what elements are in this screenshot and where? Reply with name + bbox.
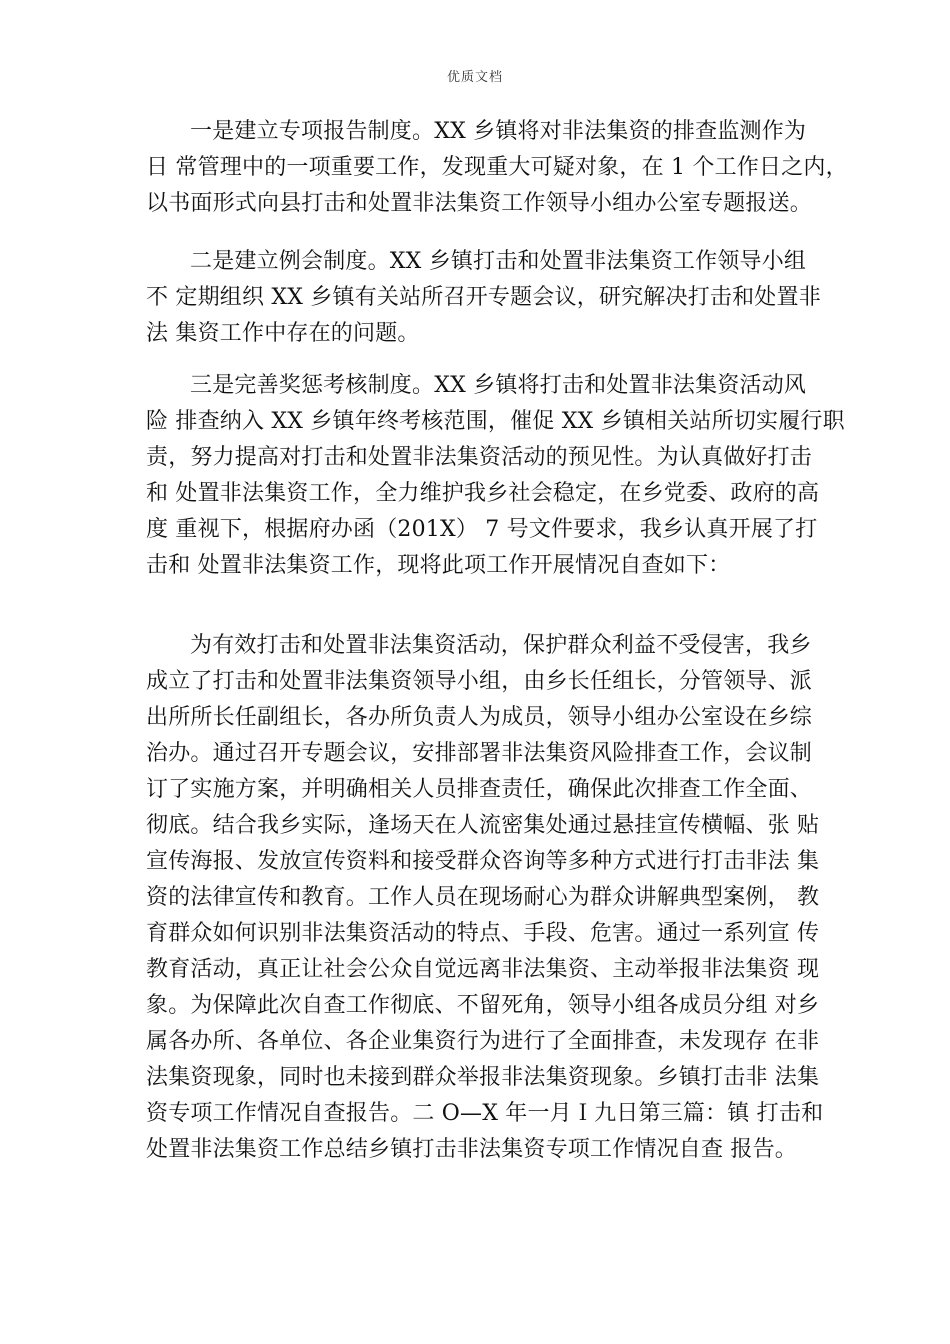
paragraph-line: 以书面形式向县打击和处置非法集资工作领导小组办公室专题报送。: [146, 191, 813, 216]
paragraph-line: 度 重视下，根据府办函（201X） 7 号文件要求，我乡认真开展了打: [146, 517, 818, 542]
paragraph-line: 宣传海报、发放宣传资料和接受群众咨询等多种方式进行打击非法 集: [146, 849, 820, 874]
paragraph-line: 出所所长任副组长，各办所负责人为成员，领导小组办公室设在乡综: [146, 705, 813, 730]
paragraph-line: 一是建立专项报告制度。XX 乡镇将对非法集资的排查监测作为: [190, 119, 807, 144]
paragraph-line: 资的法律宣传和教育。工作人员在现场耐心为群众讲解典型案例， 教: [146, 885, 820, 910]
paragraph-line: 象。为保障此次自查工作彻底、不留死角，领导小组各成员分组 对乡: [146, 993, 820, 1018]
paragraph-special-report-system: [146, 114, 848, 222]
paragraph-line: 成立了打击和处置非法集资领导小组，由乡长任组长，分管领导、派: [146, 669, 813, 694]
paragraph-line: 责，努力提高对打击和处置非法集资活动的预见性。为认真做好打击: [146, 445, 813, 470]
page-header: 优质文档: [446, 70, 503, 85]
paragraph-line: 订了实施方案，并明确相关人员排查责任，确保此次排查工作全面、: [146, 777, 813, 802]
paragraph-line: 三是完善奖惩考核制度。XX 乡镇将打击和处置非法集资活动风: [190, 373, 807, 398]
paragraph-line: 险 排查纳入 XX 乡镇年终考核范围，催促 XX 乡镇相关站所切实履行职: [146, 409, 845, 434]
paragraph-line: 击和 处置非法集资工作，现将此项工作开展情况自查如下：: [146, 553, 731, 578]
paragraph-line: 治办。通过召开专题会议，安排部署非法集资风险排查工作，会议制: [146, 741, 813, 766]
paragraph-self-inspection: [146, 628, 824, 1168]
paragraph-line: 法 集资工作中存在的问题。: [146, 321, 420, 346]
paragraph-line: 资专项工作情况自查报告。二 O—X 年一月Ｉ九日第三篇：镇 打击和: [146, 1101, 824, 1126]
paragraph-line: 育群众如何识别非法集资活动的特点、手段、危害。通过一系列宣 传: [146, 921, 820, 946]
paragraph-assessment-system: [146, 368, 845, 584]
paragraph-meeting-system: [146, 244, 821, 352]
paragraph-line: 为有效打击和处置非法集资活动，保护群众利益不受侵害，我乡: [190, 633, 812, 658]
paragraph-line: 法集资现象，同时也未接到群众举报非法集资现象。乡镇打击非 法集: [146, 1065, 820, 1090]
paragraph-line: 彻底。结合我乡实际，逢场天在人流密集处通过悬挂宣传横幅、张 贴: [146, 813, 820, 838]
paragraph-line: 日 常管理中的一项重要工作，发现重大可疑对象，在 1 个工作日之内，: [146, 155, 848, 180]
paragraph-line: 处置非法集资工作总结乡镇打击非法集资专项工作情况自查 报告。: [146, 1137, 797, 1162]
paragraph-line: 教育活动，真正让社会公众自觉远离非法集资、主动举报非法集资 现: [146, 957, 820, 982]
paragraph-line: 二是建立例会制度。XX 乡镇打击和处置非法集资工作领导小组: [190, 249, 807, 274]
paragraph-line: 和 处置非法集资工作，全力维护我乡社会稳定，在乡党委、政府的高: [146, 481, 820, 506]
paragraph-line: 属各办所、各单位、各企业集资行为进行了全面排查，未发现存 在非: [146, 1029, 820, 1054]
paragraph-line: 不 定期组织 XX 乡镇有关站所召开专题会议，研究解决打击和处置非: [146, 285, 821, 310]
